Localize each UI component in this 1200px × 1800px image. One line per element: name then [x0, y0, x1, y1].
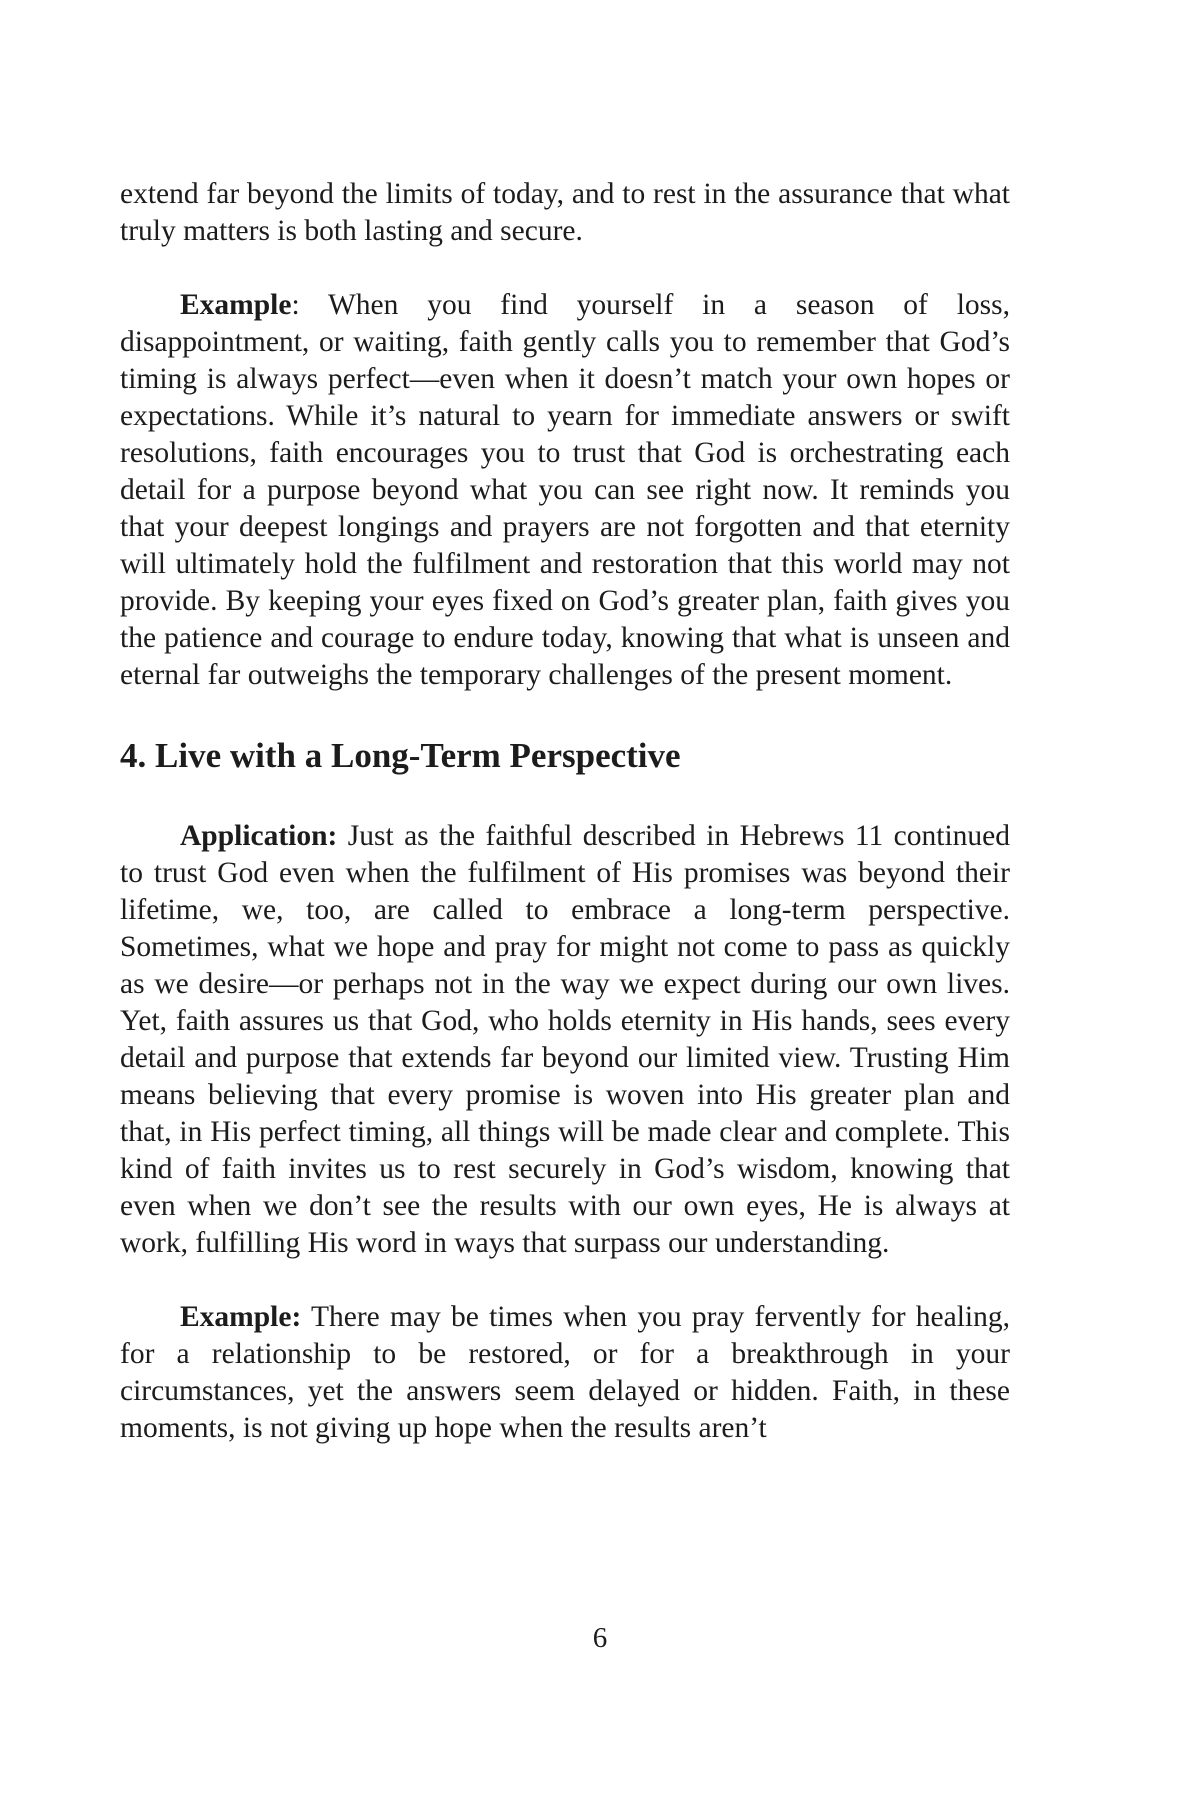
section-heading: 4. Live with a Long-Term Perspective — [120, 736, 681, 775]
example-separator: : — [291, 289, 300, 321]
example-text: There may be times when you pray fervently for healing, for a relationship to be restored, or for a breakthrough in your circumstances, yet the answers seem delayed or hidden. Faith, in these moments, is not giving up hope when the results aren’t — [120, 1301, 1010, 1444]
example-label: Example: — [180, 1301, 302, 1333]
application-text: Just as the faithful described in Hebrews 11 continued to trust God even when the fulfilment of His promises was beyond their lifetime, we, too, are called to embrace a long-term perspective. Sometimes, what we hope and pray for might not come to pass as quickly as we desire—or perhaps not in the way we expect during our own lives. Yet, faith assures us that God, who holds eternity in His hands, sees every detail and purpose that extends far beyond our limited view. Trusting Him means believing that every promise is woven into His greater plan and that, in His perfect timing, all things will be made clear and complete. This kind of faith invites us to rest securely in God’s wisdom, knowing that even when we don’t see the results with our own eyes, He is always at work, fulfilling His word in ways that surpass our understanding. — [120, 820, 1010, 1259]
application-paragraph — [120, 818, 1010, 1262]
example-text: When you find yourself in a season of loss, disappointment, or waiting, faith gently calls you to remember that God’s timing is always perfect—even when it doesn’t match your own hopes or expectations. While it’s natural to yearn for immediate answers or swift resolutions, faith encourages you to trust that God is orchestrating each detail for a purpose beyond what you can see right now. It reminds you that your deepest longings and prayers are not forgotten and that eternity will ultimately hold the fulfilment and restoration that this world may not provide. By keeping your eyes fixed on God’s greater plan, faith gives you the patience and courage to endure today, knowing that what is unseen and eternal far outweighs the temporary challenges of the present moment. — [120, 289, 1010, 691]
page-body — [120, 176, 1010, 1447]
example-paragraph-2 — [120, 1299, 1010, 1447]
page-number: 6 — [592, 1622, 608, 1654]
opening-paragraph: extend far beyond the limits of today, and to rest in the assurance that what truly matters is both lasting and secure. — [120, 178, 1010, 247]
application-label: Application: — [180, 820, 338, 852]
example-label: Example — [180, 289, 292, 321]
example-paragraph-1 — [120, 287, 1010, 694]
